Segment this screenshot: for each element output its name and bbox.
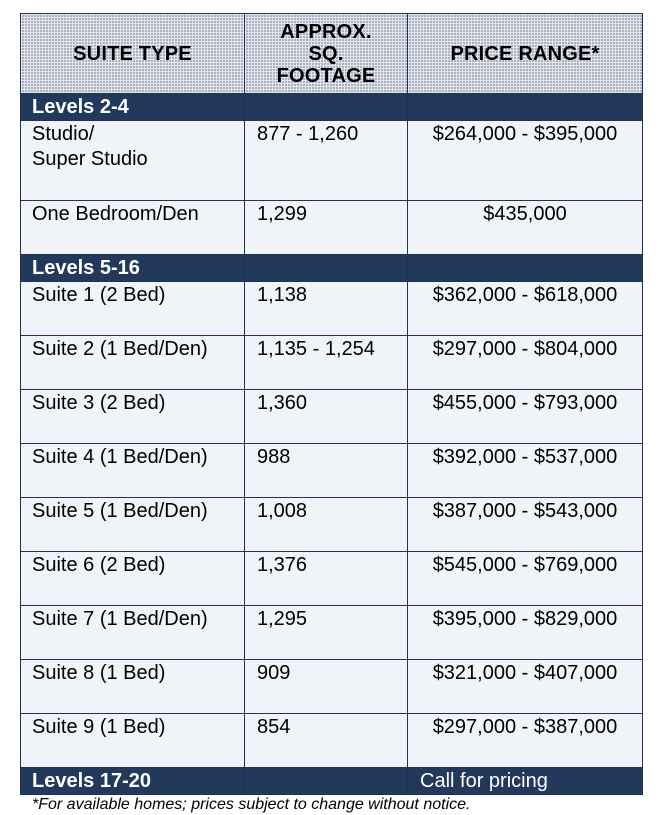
price-cell: $362,000 - $618,000 — [408, 282, 643, 336]
price-cell: $392,000 - $537,000 — [408, 444, 643, 498]
level-band-17-20 — [21, 768, 643, 795]
level-note — [408, 94, 643, 121]
price-cell: $545,000 - $769,000 — [408, 552, 643, 606]
suite-type-cell: Suite 8 (1 Bed) — [21, 660, 245, 714]
table-row — [21, 660, 643, 714]
header-sq-footage-line2: SQ. — [308, 42, 344, 65]
suite-type-cell: One Bedroom/Den — [21, 201, 245, 255]
suite-type-cell: Suite 5 (1 Bed/Den) — [21, 498, 245, 552]
table-row — [21, 390, 643, 444]
sqft-cell: 988 — [245, 444, 408, 498]
table-row — [21, 121, 643, 201]
level-label: Levels 17-20 — [21, 768, 245, 795]
level-band-5-16 — [21, 255, 643, 282]
sqft-cell: 1,360 — [245, 390, 408, 444]
table-row — [21, 552, 643, 606]
table-row — [21, 336, 643, 390]
sqft-cell: 909 — [245, 660, 408, 714]
suite-type-cell: Suite 7 (1 Bed/Den) — [21, 606, 245, 660]
level-band-2-4 — [21, 94, 643, 121]
price-cell: $387,000 - $543,000 — [408, 498, 643, 552]
price-cell: $395,000 - $829,000 — [408, 606, 643, 660]
table-row — [21, 201, 643, 255]
pricing-table — [20, 13, 643, 795]
price-cell: $297,000 - $387,000 — [408, 714, 643, 768]
suite-type-cell: Suite 2 (1 Bed/Den) — [21, 336, 245, 390]
level-empty — [245, 255, 408, 282]
call-for-pricing-note: Call for pricing — [408, 768, 643, 795]
header-price-range: PRICE RANGE* — [408, 14, 643, 94]
suite-type-cell: Suite 3 (2 Bed) — [21, 390, 245, 444]
level-label: Levels 2-4 — [21, 94, 245, 121]
sqft-cell: 1,299 — [245, 201, 408, 255]
table-row — [21, 444, 643, 498]
suite-type-cell: Suite 1 (2 Bed) — [21, 282, 245, 336]
price-cell: $321,000 - $407,000 — [408, 660, 643, 714]
price-cell: $435,000 — [408, 201, 643, 255]
level-note — [408, 255, 643, 282]
suite-type-cell: Suite 9 (1 Bed) — [21, 714, 245, 768]
header-sq-footage-line1: APPROX. — [280, 20, 372, 43]
header-sq-footage — [245, 14, 408, 94]
table-row — [21, 282, 643, 336]
suite-type-cell: Suite 4 (1 Bed/Den) — [21, 444, 245, 498]
sqft-cell: 1,295 — [245, 606, 408, 660]
table-row — [21, 714, 643, 768]
pricing-table-container — [20, 13, 642, 815]
footnote: *For available homes; prices subject to change without notice. — [32, 796, 471, 813]
level-label: Levels 5-16 — [21, 255, 245, 282]
price-cell: $297,000 - $804,000 — [408, 336, 643, 390]
price-cell: $264,000 - $395,000 — [408, 121, 643, 201]
price-cell: $455,000 - $793,000 — [408, 390, 643, 444]
suite-type-cell: Studio/ Super Studio — [21, 121, 245, 201]
table-header-row — [21, 14, 643, 94]
level-empty — [245, 768, 408, 795]
sqft-cell: 854 — [245, 714, 408, 768]
table-row — [21, 606, 643, 660]
suite-type-cell: Suite 6 (2 Bed) — [21, 552, 245, 606]
sqft-cell: 877 - 1,260 — [245, 121, 408, 201]
sqft-cell: 1,135 - 1,254 — [245, 336, 408, 390]
header-sq-footage-line3: FOOTAGE — [276, 64, 376, 87]
level-empty — [245, 94, 408, 121]
sqft-cell: 1,138 — [245, 282, 408, 336]
header-suite-type: SUITE TYPE — [21, 14, 245, 94]
table-row — [21, 498, 643, 552]
sqft-cell: 1,376 — [245, 552, 408, 606]
sqft-cell: 1,008 — [245, 498, 408, 552]
